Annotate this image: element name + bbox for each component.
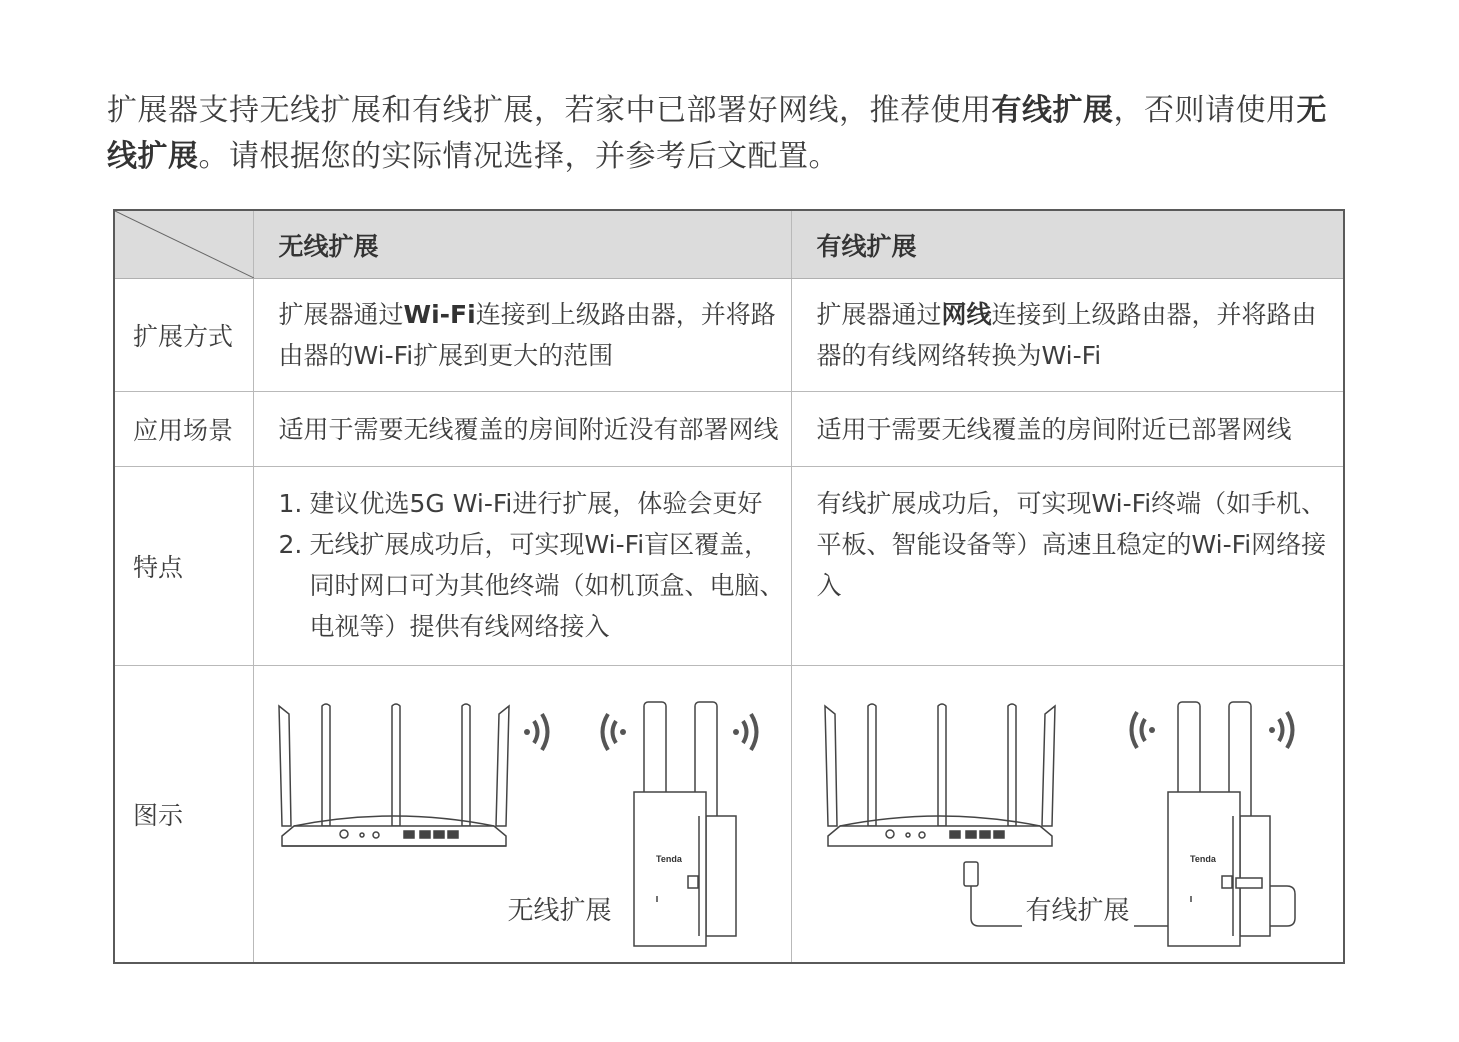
intro-text-2: ，否则请使用 xyxy=(1113,93,1297,128)
method-wireless-text-c: 连接到上级路由器，并将路由器的Wi-Fi扩展到更大的范围 xyxy=(278,300,776,370)
method-wired-text-a: 扩展器通过 xyxy=(816,300,942,329)
extender-logo: Tenda xyxy=(1189,854,1216,864)
method-wireless-text-a: 扩展器通过 xyxy=(278,300,404,329)
method-wired xyxy=(791,279,1344,392)
table-header-row xyxy=(114,210,1344,279)
figure-wired-cell xyxy=(791,666,1344,964)
method-wireless-bold: Wi-Fi xyxy=(403,300,476,329)
wifi-signal-icon xyxy=(524,714,757,750)
row-label-scene: 应用场景 xyxy=(114,392,253,467)
scene-wireless: 适用于需要无线覆盖的房间附近没有部署网线 xyxy=(253,392,791,467)
intro-bold-wired: 有线扩展 xyxy=(991,93,1114,128)
header-wireless-cell xyxy=(253,210,791,279)
router-illustration xyxy=(825,704,1055,846)
table-row-figure xyxy=(114,666,1344,964)
comparison-table xyxy=(113,209,1345,964)
extender-illustration xyxy=(634,702,736,946)
row-label-figure: 图示 xyxy=(114,666,253,964)
router-illustration xyxy=(279,704,509,846)
method-wired-bold: 网线 xyxy=(941,300,992,329)
extender-logo: Tenda xyxy=(655,854,682,864)
intro-text-1: 扩展器支持无线扩展和有线扩展，若家中已部署好网线，推荐使用 xyxy=(107,93,992,128)
list-item xyxy=(279,524,785,647)
corner-diagonal xyxy=(115,211,254,278)
row-label-method: 扩展方式 xyxy=(114,279,253,392)
extender-illustration xyxy=(1168,702,1270,946)
table-row-method xyxy=(114,279,1344,392)
features-wireless xyxy=(253,467,791,666)
list-item-number: 2. xyxy=(278,530,303,559)
row-label-features: 特点 xyxy=(114,467,253,666)
features-wired: 有线扩展成功后，可实现Wi-Fi终端（如手机、平板、智能设备等）高速且稳定的Wi-Fi网络接入 xyxy=(791,467,1344,666)
caption-wired-extension: 有线扩展 xyxy=(1022,890,1134,927)
features-wireless-list xyxy=(279,483,785,647)
intro-bold-wireless: 无线扩展 xyxy=(107,93,1327,174)
figure-wireless-cell xyxy=(253,666,791,964)
intro-text-3: 。请根据您的实际情况选择，并参考后文配置。 xyxy=(198,139,839,174)
list-item-text: 无线扩展成功后，可实现Wi-Fi盲区覆盖，同时网口可为其他终端（如机顶盒、电脑、电视等）提供有线网络接入 xyxy=(309,530,785,641)
header-wired-cell xyxy=(791,210,1344,279)
table-row-scene xyxy=(114,392,1344,467)
scene-wired: 适用于需要无线覆盖的房间附近已部署网线 xyxy=(791,392,1344,467)
wifi-signal-icon xyxy=(1131,712,1292,748)
header-wireless: 无线扩展 xyxy=(278,231,379,261)
header-wired: 有线扩展 xyxy=(816,231,917,261)
corner-cell xyxy=(114,210,253,279)
method-wireless xyxy=(253,279,791,392)
table-row-features xyxy=(114,467,1344,666)
list-item xyxy=(279,483,785,524)
caption-wireless-extension: 无线扩展 xyxy=(504,890,616,927)
list-item-number: 1. xyxy=(278,489,303,518)
intro-paragraph xyxy=(107,88,1357,180)
list-item-text: 建议优选5G Wi-Fi进行扩展，体验会更好 xyxy=(309,489,763,518)
method-wired-text-c: 连接到上级路由器，并将路由器的有线网络转换为Wi-Fi xyxy=(816,300,1317,370)
